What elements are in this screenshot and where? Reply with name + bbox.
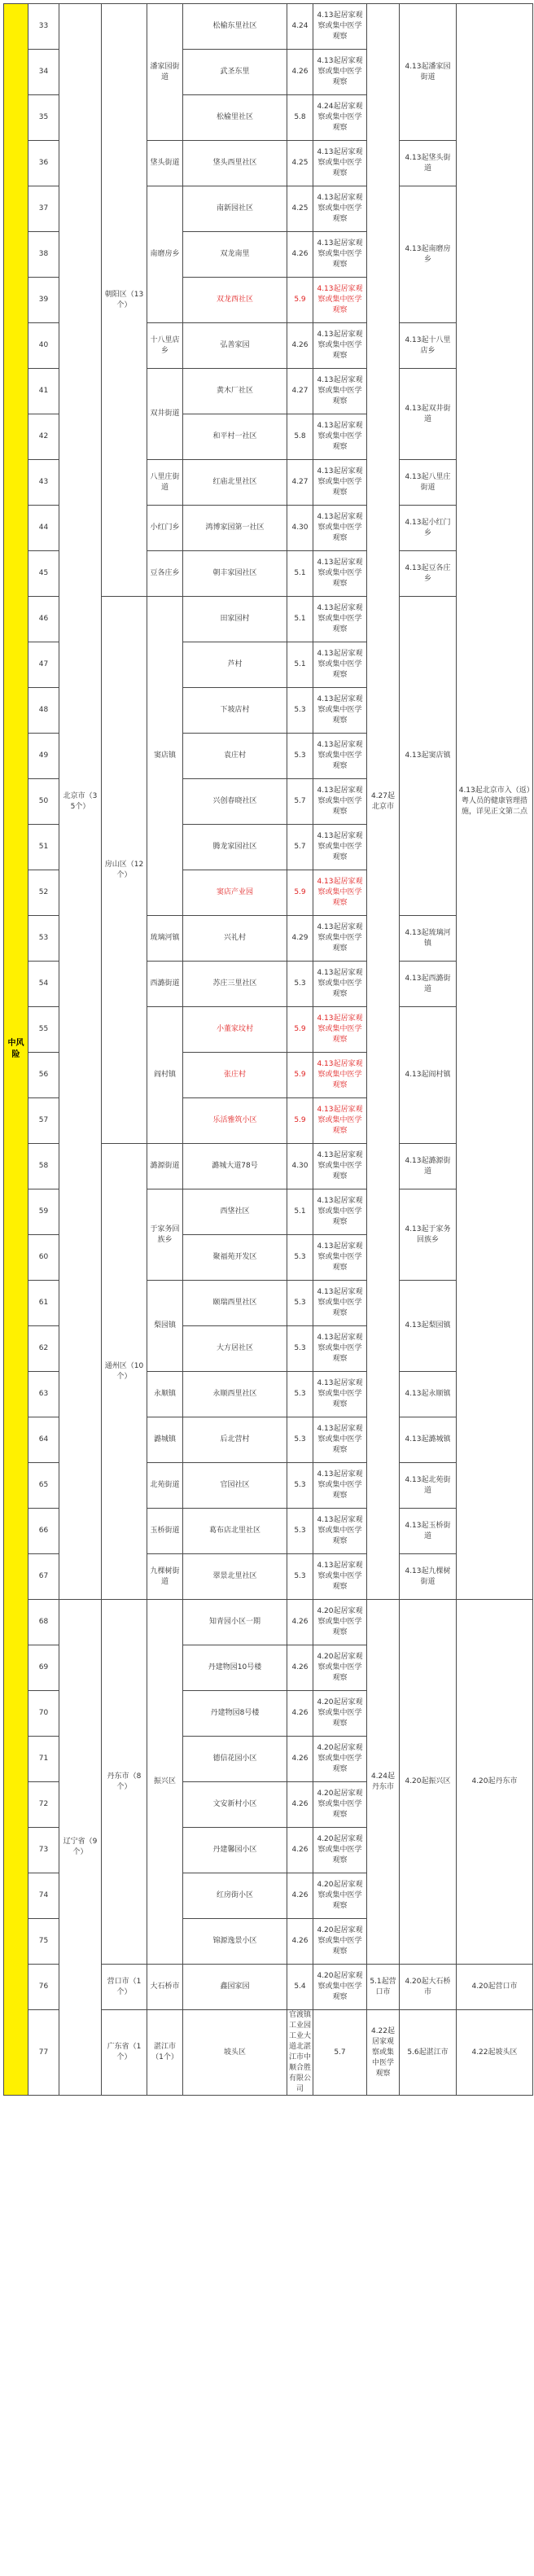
place-cell: 袁庄村 <box>183 734 287 779</box>
row-number: 69 <box>28 1645 59 1691</box>
street-cell: 永顺镇 <box>147 1372 183 1417</box>
measure-cell: 4.20起居家观察或集中医学观察 <box>313 1645 367 1691</box>
row-number: 52 <box>28 870 59 916</box>
measure-cell: 4.13起居家观察或集中医学观察 <box>313 369 367 414</box>
date-cell: 4.26 <box>287 323 313 369</box>
date-cell: 5.3 <box>287 1509 313 1554</box>
street-cell: 潞城镇 <box>147 1417 183 1463</box>
street-cell: 于家务回族乡 <box>147 1189 183 1281</box>
street-cell: 双井街道 <box>147 369 183 460</box>
row-number: 67 <box>28 1554 59 1600</box>
risk-level-cell: 中风险 <box>4 4 28 2096</box>
street-cell: 琉璃河镇 <box>147 916 183 962</box>
measure-cell: 4.13起居家观察或集中医学观察 <box>313 1554 367 1600</box>
measure-cell: 4.13起居家观察或集中医学观察 <box>313 1509 367 1554</box>
place-cell: 知青园小区一期 <box>183 1600 287 1645</box>
date-cell: 5.3 <box>287 734 313 779</box>
measure-cell: 4.20起居家观察或集中医学观察 <box>313 1737 367 1782</box>
street-cell: 潘家园街道 <box>147 4 183 141</box>
row-number: 71 <box>28 1737 59 1782</box>
street-cell: 九棵树街道 <box>147 1554 183 1600</box>
street-note-cell: 4.13起北苑街道 <box>400 1463 457 1509</box>
city-note-cell: 4.20起丹东市 <box>457 1600 533 1965</box>
place-cell: 黄木厂社区 <box>183 369 287 414</box>
street-cell: 小红门乡 <box>147 506 183 551</box>
city-date-cell: 5.6起湛江市 <box>400 2010 457 2096</box>
date-cell: 4.26 <box>287 1919 313 1965</box>
row-number: 55 <box>28 1007 59 1053</box>
district-cell: 通州区（10个） <box>102 1144 147 1600</box>
date-cell: 5.1 <box>287 1189 313 1235</box>
row-number: 64 <box>28 1417 59 1463</box>
street-note-cell: 4.13起潘家园街道 <box>400 4 457 141</box>
street-note-cell: 4.13起玉桥街道 <box>400 1509 457 1554</box>
street-note-cell: 4.13起小红门乡 <box>400 506 457 551</box>
measure-cell: 4.20起居家观察或集中医学观察 <box>313 1873 367 1919</box>
date-cell: 5.3 <box>287 688 313 734</box>
street-note-cell: 4.13起南磨房乡 <box>400 186 457 323</box>
row-number: 48 <box>28 688 59 734</box>
street-cell: 十八里店乡 <box>147 323 183 369</box>
row-number: 76 <box>28 1965 59 2010</box>
date-cell: 5.8 <box>287 414 313 460</box>
street-cell: 阎村镇 <box>147 1007 183 1144</box>
place-cell: 芦村 <box>183 642 287 688</box>
street-note-cell: 4.13起双井街道 <box>400 369 457 460</box>
date-cell: 5.9 <box>287 870 313 916</box>
city-note-cell: 4.20起营口市 <box>457 1965 533 2010</box>
row-number: 51 <box>28 825 59 870</box>
date-cell: 5.8 <box>287 95 313 141</box>
place-cell: 双龙南里 <box>183 232 287 278</box>
date-cell: 4.24 <box>287 4 313 50</box>
row-number: 77 <box>28 2010 59 2096</box>
row-number: 73 <box>28 1828 59 1873</box>
date-cell: 4.26 <box>287 1828 313 1873</box>
measure-cell: 4.20起居家观察或集中医学观察 <box>313 1691 367 1737</box>
place-cell: 丹建物园10号楼 <box>183 1645 287 1691</box>
street-cell: 南磨房乡 <box>147 186 183 323</box>
street-cell: 北苑街道 <box>147 1463 183 1509</box>
row-number: 56 <box>28 1053 59 1098</box>
street-cell: 振兴区 <box>147 1600 183 1965</box>
place-cell: 大方居社区 <box>183 1326 287 1372</box>
date-cell: 4.26 <box>287 1737 313 1782</box>
date-cell: 4.25 <box>287 186 313 232</box>
place-cell: 下坡店村 <box>183 688 287 734</box>
row-number: 34 <box>28 50 59 95</box>
measure-cell: 4.24起居家观察或集中医学观察 <box>313 95 367 141</box>
province-cell: 广东省（1个） <box>102 2010 147 2096</box>
street-cell: 西潞街道 <box>147 962 183 1007</box>
street-note-cell: 4.20起大石桥市 <box>400 1965 457 2010</box>
street-note-cell: 4.13起九棵树街道 <box>400 1554 457 1600</box>
street-cell: 大石桥市 <box>147 1965 183 2010</box>
place-cell: 颐瑞西里社区 <box>183 1281 287 1326</box>
place-cell: 西垡社区 <box>183 1189 287 1235</box>
date-cell: 4.25 <box>287 141 313 186</box>
place-cell: 兴创春晓社区 <box>183 779 287 825</box>
date-cell: 5.7 <box>313 2010 367 2096</box>
row-number: 54 <box>28 962 59 1007</box>
street-cell: 窦店镇 <box>147 597 183 916</box>
measure-cell: 4.20起居家观察或集中医学观察 <box>313 1600 367 1645</box>
measure-cell: 4.13起居家观察或集中医学观察 <box>313 1007 367 1053</box>
measure-cell: 4.13起居家观察或集中医学观察 <box>313 1417 367 1463</box>
street-note-cell: 4.13起十八里店乡 <box>400 323 457 369</box>
street-cell: 八里庄街道 <box>147 460 183 506</box>
row-number: 45 <box>28 551 59 597</box>
measure-cell: 4.13起居家观察或集中医学观察 <box>313 734 367 779</box>
row-number: 41 <box>28 369 59 414</box>
street-note-cell: 4.13起垡头街道 <box>400 141 457 186</box>
measure-cell: 4.20起居家观察或集中医学观察 <box>313 1828 367 1873</box>
date-cell: 5.3 <box>287 1372 313 1417</box>
place-cell: 丹建物园8号楼 <box>183 1691 287 1737</box>
row-number: 39 <box>28 278 59 323</box>
measure-cell: 4.13起居家观察或集中医学观察 <box>313 916 367 962</box>
row-number: 61 <box>28 1281 59 1326</box>
place-cell: 弘善家园 <box>183 323 287 369</box>
district-cell: 朝阳区（13个） <box>102 4 147 597</box>
date-cell: 4.27 <box>287 369 313 414</box>
street-cell: 玉桥街道 <box>147 1509 183 1554</box>
date-cell: 5.9 <box>287 1098 313 1144</box>
row-number: 60 <box>28 1235 59 1281</box>
street-note-cell: 4.13起于家务回族乡 <box>400 1189 457 1281</box>
measure-cell: 4.13起居家观察或集中医学观察 <box>313 141 367 186</box>
place-cell: 乐活雅筑小区 <box>183 1098 287 1144</box>
measure-cell: 4.13起居家观察或集中医学观察 <box>313 4 367 50</box>
date-cell: 5.3 <box>287 1554 313 1600</box>
place-cell: 后北营村 <box>183 1417 287 1463</box>
date-cell: 5.1 <box>287 597 313 642</box>
measure-cell: 4.13起居家观察或集中医学观察 <box>313 323 367 369</box>
place-cell: 文安新村小区 <box>183 1782 287 1828</box>
date-cell: 4.26 <box>287 1782 313 1828</box>
row-number: 47 <box>28 642 59 688</box>
city-date-cell: 4.27起北京市 <box>367 4 400 1600</box>
measure-cell: 4.22起居家观察或集中医学观察 <box>367 2010 400 2096</box>
street-cell: 坡头区 <box>183 2010 287 2096</box>
table-row <box>4 4 533 50</box>
date-cell: 5.3 <box>287 1281 313 1326</box>
place-cell: 聚福苑开发区 <box>183 1235 287 1281</box>
measure-cell: 4.13起居家观察或集中医学观察 <box>313 50 367 95</box>
row-number: 50 <box>28 779 59 825</box>
district-cell: 丹东市（8个） <box>102 1600 147 1965</box>
measure-cell: 4.13起居家观察或集中医学观察 <box>313 278 367 323</box>
date-cell: 5.4 <box>287 1965 313 2010</box>
row-number: 42 <box>28 414 59 460</box>
measure-cell: 4.20起居家观察或集中医学观察 <box>313 1965 367 2010</box>
measure-cell: 4.13起居家观察或集中医学观察 <box>313 1326 367 1372</box>
place-cell: 小董家坟村 <box>183 1007 287 1053</box>
row-number: 49 <box>28 734 59 779</box>
measure-cell: 4.13起居家观察或集中医学观察 <box>313 1144 367 1189</box>
date-cell: 5.1 <box>287 642 313 688</box>
measure-cell: 4.13起居家观察或集中医学观察 <box>313 506 367 551</box>
measure-cell: 4.13起居家观察或集中医学观察 <box>313 962 367 1007</box>
row-number: 74 <box>28 1873 59 1919</box>
row-number: 70 <box>28 1691 59 1737</box>
row-number: 62 <box>28 1326 59 1372</box>
row-number: 59 <box>28 1189 59 1235</box>
row-number: 53 <box>28 916 59 962</box>
date-cell: 4.30 <box>287 506 313 551</box>
measure-cell: 4.13起居家观察或集中医学观察 <box>313 1235 367 1281</box>
place-cell: 垡头西里社区 <box>183 141 287 186</box>
measure-cell: 4.13起居家观察或集中医学观察 <box>313 1053 367 1098</box>
measure-cell: 4.13起居家观察或集中医学观察 <box>313 825 367 870</box>
row-number: 58 <box>28 1144 59 1189</box>
date-cell: 4.27 <box>287 460 313 506</box>
row-number: 35 <box>28 95 59 141</box>
row-number: 46 <box>28 597 59 642</box>
district-cell: 营口市（1个） <box>102 1965 147 2010</box>
measure-cell: 4.13起居家观察或集中医学观察 <box>313 1372 367 1417</box>
risk-area-table <box>3 3 533 2096</box>
row-number: 38 <box>28 232 59 278</box>
measure-cell: 4.20起居家观察或集中医学观察 <box>313 1782 367 1828</box>
date-cell: 5.3 <box>287 962 313 1007</box>
measure-cell: 4.13起居家观察或集中医学观察 <box>313 460 367 506</box>
district-cell: 湛江市（1个） <box>147 2010 183 2096</box>
place-cell: 潞城大道78号 <box>183 1144 287 1189</box>
province-cell: 北京市（35个） <box>59 4 102 1600</box>
district-cell: 房山区（12个） <box>102 597 147 1144</box>
street-cell: 豆各庄乡 <box>147 551 183 597</box>
place-cell: 红房街小区 <box>183 1873 287 1919</box>
date-cell: 5.1 <box>287 551 313 597</box>
row-number: 40 <box>28 323 59 369</box>
measure-cell: 4.13起居家观察或集中医学观察 <box>313 1189 367 1235</box>
measure-cell: 4.13起居家观察或集中医学观察 <box>313 414 367 460</box>
street-note-cell: 4.13起窦店镇 <box>400 597 457 916</box>
date-cell: 5.9 <box>287 1053 313 1098</box>
date-cell: 4.26 <box>287 1645 313 1691</box>
place-cell: 永顺西里社区 <box>183 1372 287 1417</box>
row-number: 65 <box>28 1463 59 1509</box>
row-number: 43 <box>28 460 59 506</box>
row-number: 36 <box>28 141 59 186</box>
street-note-cell: 4.13起潞城镇 <box>400 1417 457 1463</box>
row-number: 44 <box>28 506 59 551</box>
date-cell: 5.9 <box>287 278 313 323</box>
place-cell: 朝丰家园社区 <box>183 551 287 597</box>
measure-cell: 4.13起居家观察或集中医学观察 <box>313 551 367 597</box>
place-cell: 官渡镇工业园工业大道北湛江市中顺合胜有限公司 <box>287 2010 313 2096</box>
row-number: 57 <box>28 1098 59 1144</box>
measure-cell: 4.13起居家观察或集中医学观察 <box>313 642 367 688</box>
measure-cell: 4.13起居家观察或集中医学观察 <box>313 870 367 916</box>
date-cell: 5.3 <box>287 1417 313 1463</box>
street-note-cell: 4.13起西潞街道 <box>400 962 457 1007</box>
city-date-cell: 5.1起营口市 <box>367 1965 400 2010</box>
place-cell: 翠景北里社区 <box>183 1554 287 1600</box>
place-cell: 鸿博家园第一社区 <box>183 506 287 551</box>
row-number: 72 <box>28 1782 59 1828</box>
measure-cell: 4.13起居家观察或集中医学观察 <box>313 232 367 278</box>
date-cell: 4.26 <box>287 1691 313 1737</box>
place-cell: 红庙北里社区 <box>183 460 287 506</box>
place-cell: 南新园社区 <box>183 186 287 232</box>
measure-cell: 4.13起居家观察或集中医学观察 <box>313 186 367 232</box>
province-cell: 辽宁省（9个） <box>59 1600 102 2096</box>
city-note-cell: 4.13起北京市入（返）粤人员的健康管理措施，详见正文第二点 <box>457 4 533 1600</box>
city-date-cell: 4.24起丹东市 <box>367 1600 400 1965</box>
date-cell: 4.26 <box>287 50 313 95</box>
street-note-cell: 4.13起潞源街道 <box>400 1144 457 1189</box>
place-cell: 鑫园家园 <box>183 1965 287 2010</box>
measure-cell: 4.13起居家观察或集中医学观察 <box>313 1281 367 1326</box>
place-cell: 田家园村 <box>183 597 287 642</box>
date-cell: 4.30 <box>287 1144 313 1189</box>
row-number: 75 <box>28 1919 59 1965</box>
street-note-cell: 4.13起琉璃河镇 <box>400 916 457 962</box>
place-cell: 苏庄三里社区 <box>183 962 287 1007</box>
street-note-cell: 4.13起阎村镇 <box>400 1007 457 1144</box>
date-cell: 5.3 <box>287 1326 313 1372</box>
place-cell: 武圣东里 <box>183 50 287 95</box>
measure-cell: 4.13起居家观察或集中医学观察 <box>313 1463 367 1509</box>
street-note-cell: 4.20起振兴区 <box>400 1600 457 1965</box>
measure-cell: 4.13起居家观察或集中医学观察 <box>313 779 367 825</box>
street-note-cell: 4.13起八里庄街道 <box>400 460 457 506</box>
street-note-cell: 4.13起梨园镇 <box>400 1281 457 1372</box>
measure-cell: 4.13起居家观察或集中医学观察 <box>313 1098 367 1144</box>
row-number: 68 <box>28 1600 59 1645</box>
place-cell: 葛布店北里社区 <box>183 1509 287 1554</box>
place-cell: 官园社区 <box>183 1463 287 1509</box>
street-note-cell: 4.13起永顺镇 <box>400 1372 457 1417</box>
row-number: 66 <box>28 1509 59 1554</box>
measure-cell: 4.13起居家观察或集中医学观察 <box>313 688 367 734</box>
street-cell: 垡头街道 <box>147 141 183 186</box>
street-note-cell: 4.22起坡头区 <box>457 2010 533 2096</box>
place-cell: 兴礼村 <box>183 916 287 962</box>
date-cell: 4.26 <box>287 232 313 278</box>
street-cell: 梨园镇 <box>147 1281 183 1372</box>
date-cell: 5.9 <box>287 1007 313 1053</box>
place-cell: 张庄村 <box>183 1053 287 1098</box>
date-cell: 4.26 <box>287 1600 313 1645</box>
place-cell: 和平村一社区 <box>183 414 287 460</box>
place-cell: 松榆东里社区 <box>183 4 287 50</box>
measure-cell: 4.20起居家观察或集中医学观察 <box>313 1919 367 1965</box>
date-cell: 4.26 <box>287 1873 313 1919</box>
date-cell: 5.3 <box>287 1463 313 1509</box>
date-cell: 5.7 <box>287 779 313 825</box>
place-cell: 丹建馨园小区 <box>183 1828 287 1873</box>
row-number: 37 <box>28 186 59 232</box>
row-number: 63 <box>28 1372 59 1417</box>
table-row <box>4 1600 533 1645</box>
date-cell: 5.7 <box>287 825 313 870</box>
place-cell: 窦店产业园 <box>183 870 287 916</box>
place-cell: 锦源逸景小区 <box>183 1919 287 1965</box>
street-cell: 潞源街道 <box>147 1144 183 1189</box>
place-cell: 双龙西社区 <box>183 278 287 323</box>
row-number: 33 <box>28 4 59 50</box>
measure-cell: 4.13起居家观察或集中医学观察 <box>313 597 367 642</box>
place-cell: 松榆里社区 <box>183 95 287 141</box>
date-cell: 5.3 <box>287 1235 313 1281</box>
street-note-cell: 4.13起豆各庄乡 <box>400 551 457 597</box>
place-cell: 德信花园小区 <box>183 1737 287 1782</box>
place-cell: 腾龙家园社区 <box>183 825 287 870</box>
date-cell: 4.29 <box>287 916 313 962</box>
